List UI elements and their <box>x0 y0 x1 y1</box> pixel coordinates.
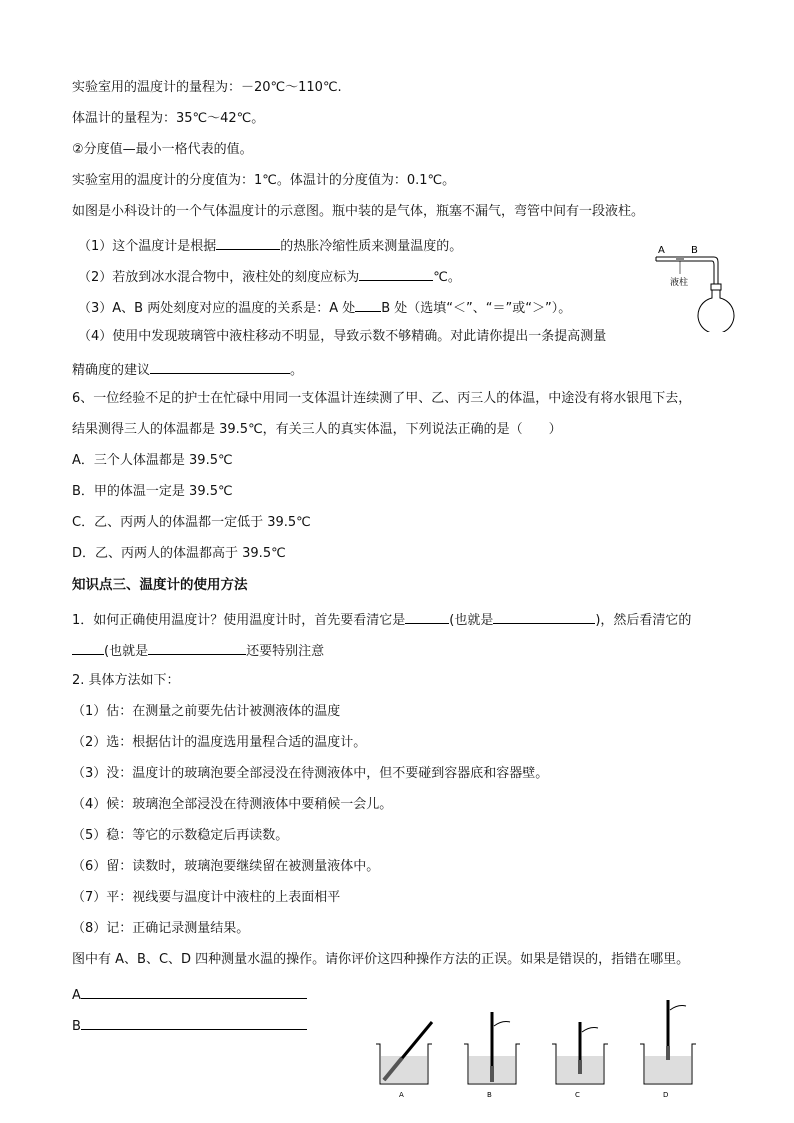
beaker-b <box>464 1012 520 1099</box>
question-text: 的热胀冷缩性质来测量温度的。 <box>280 239 463 254</box>
question-text: （1）这个温度计是根据 <box>78 239 217 254</box>
answer-blank[interactable] <box>81 984 307 999</box>
section-heading: 知识点三、温度计的使用方法 <box>72 577 248 593</box>
question-text: 。 <box>290 363 304 378</box>
gas-thermometer-figure <box>646 240 746 332</box>
beakers-figure <box>370 996 718 1102</box>
answer-blank[interactable] <box>81 1015 307 1030</box>
step-6: （6）留：读数时，玻璃泡要继续留在被测量液体中。 <box>72 859 380 874</box>
knowledge-1-cont <box>72 640 324 661</box>
beaker-label: B <box>487 1091 492 1099</box>
option-a[interactable]: A．三个人体温都是 39.5℃ <box>72 453 233 468</box>
option-d[interactable]: D．乙、丙两人的体温都高于 39.5℃ <box>72 546 286 561</box>
question-text: ℃。 <box>433 270 461 285</box>
question-text: 1．如何正确使用温度计？使用温度计时，首先要看清它是 <box>72 613 406 628</box>
option-b[interactable]: B．甲的体温一定是 39.5℃ <box>72 484 233 499</box>
answer-blank[interactable] <box>216 235 280 250</box>
question-3 <box>78 297 571 318</box>
step-2: （2）选：根据估计的温度选用量程合适的温度计。 <box>72 735 367 750</box>
step-3: （3）没：温度计的玻璃泡要全部浸没在待测液体中，但不要碰到容器底和容器壁。 <box>72 766 549 781</box>
question-text: (也就是 <box>449 613 494 628</box>
label-b: B <box>691 245 698 256</box>
question-2 <box>78 266 461 287</box>
step-8: （8）记：正确记录测量结果。 <box>72 921 250 936</box>
knowledge-2: 2. 具体方法如下： <box>72 673 180 688</box>
beaker-label: D <box>663 1091 669 1099</box>
beaker-label: C <box>575 1091 580 1099</box>
answer-blank[interactable] <box>493 609 595 624</box>
question-1 <box>78 235 462 256</box>
text-line: ②分度值—最小一格代表的值。 <box>72 142 253 157</box>
text-line: 体温计的量程为：35℃～42℃。 <box>72 111 265 126</box>
answer-blank[interactable] <box>355 297 381 312</box>
answer-a <box>72 984 307 1005</box>
question-text: （3）A、B 两处刻度对应的温度的关系是：A 处 <box>78 301 356 316</box>
question-text: )，然后看清它的 <box>595 613 692 628</box>
beaker-label: A <box>399 1091 404 1099</box>
beaker-a <box>376 1022 432 1099</box>
text-line: 如图是小科设计的一个气体温度计的示意图。瓶中装的是气体，瓶塞不漏气，弯管中间有一段液柱。 <box>72 204 645 219</box>
answer-b <box>72 1015 307 1036</box>
question-text: （2）若放到冰水混合物中，液柱处的刻度应标为 <box>78 270 360 285</box>
question-4: （4）使用中发现玻璃管中液柱移动不明显，导致示数不够精确。对此请你提出一条提高测量 <box>78 329 607 344</box>
question-text: (也就是 <box>104 644 149 659</box>
knowledge-1 <box>72 609 691 630</box>
question-text: B 处（选填“＜”、“＝”或“＞”）。 <box>381 301 572 316</box>
answer-blank[interactable] <box>72 640 104 655</box>
answer-blank[interactable] <box>359 266 433 281</box>
text-line: 实验室用的温度计的量程为：－20℃～110℃. <box>72 80 342 95</box>
question-text: 精确度的建议 <box>72 363 151 378</box>
beaker-c <box>552 1022 608 1099</box>
answer-blank[interactable] <box>405 609 449 624</box>
option-c[interactable]: C．乙、丙两人的体温都一定低于 39.5℃ <box>72 515 311 530</box>
answer-label: A <box>72 988 81 1003</box>
question-6-cont: 结果测得三人的体温都是 39.5℃，有关三人的真实体温，下列说法正确的是（ ） <box>72 422 562 437</box>
text-line: 实验室用的温度计的分度值为：1℃。体温计的分度值为：0.1℃。 <box>72 173 456 188</box>
step-5: （5）稳：等它的示数稳定后再读数。 <box>72 828 289 843</box>
question-4-cont <box>72 359 303 380</box>
step-4: （4）候：玻璃泡全部浸没在待测液体中要稍候一会儿。 <box>72 797 393 812</box>
figure-question: 图中有 A、B、C、D 四种测量水温的操作。请你评价这四种操作方法的正误。如果是错误的，指错在哪里。 <box>72 952 690 967</box>
label-liquid: 液柱 <box>670 278 689 288</box>
answer-blank[interactable] <box>148 640 246 655</box>
question-6: 6、一位经验不足的护士在忙碌中用同一支体温计连续测了甲、乙、丙三人的体温，中途没有将水银甩下去， <box>72 391 692 406</box>
question-text: 还要特别注意 <box>246 644 325 659</box>
answer-label: B <box>72 1019 81 1034</box>
step-1: （1）估：在测量之前要先估计被测液体的温度 <box>72 704 341 719</box>
label-a: A <box>658 245 665 256</box>
beaker-d <box>640 1000 696 1099</box>
answer-blank[interactable] <box>150 359 290 374</box>
step-7: （7）平：视线要与温度计中液柱的上表面相平 <box>72 890 341 905</box>
